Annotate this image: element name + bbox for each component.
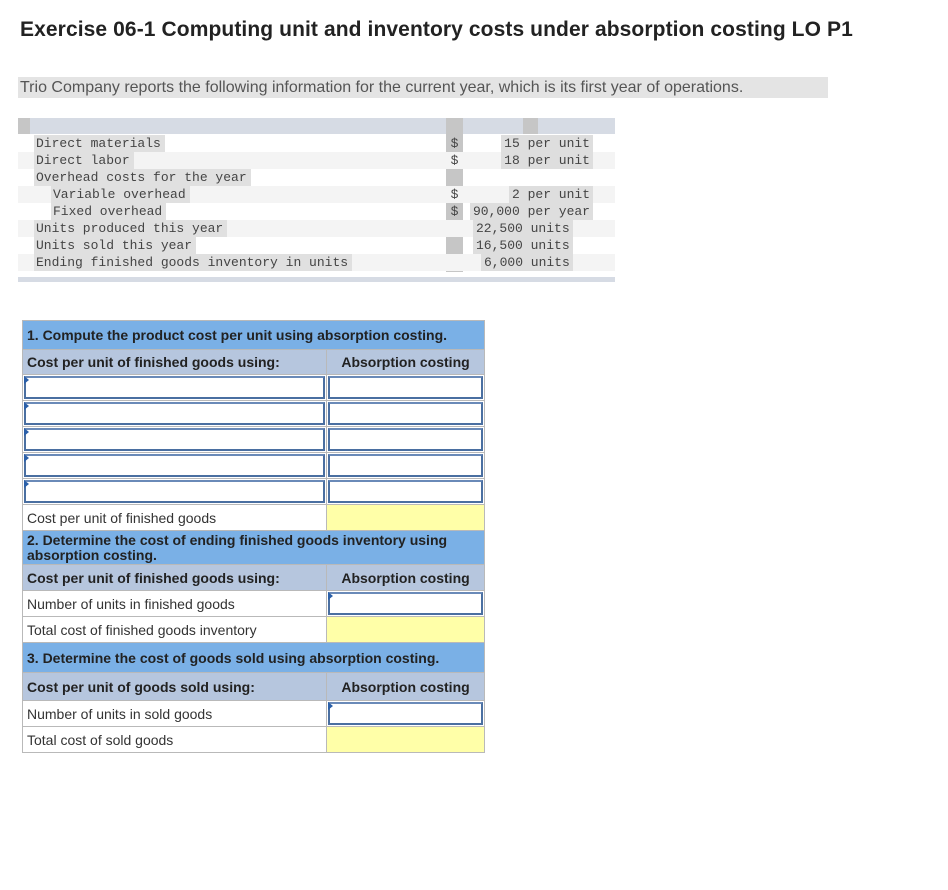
given-row-direct-materials: Direct materials $ 15 per unit [18,135,615,152]
answer-table [22,320,485,753]
part2-header: 2. Determine the cost of ending finished goods inventory using absorption costing. [23,531,485,565]
given-row-overhead-heading: Overhead costs for the year [18,169,615,186]
part1-row4-label-input[interactable] [23,453,327,479]
part2-col-method: Absorption costing [327,565,485,591]
dropdown-indicator-icon [24,376,29,384]
part1-row2-value-input[interactable] [327,401,485,427]
part1-total-label: Cost per unit of finished goods [23,505,327,531]
dropdown-indicator-icon [24,454,29,462]
intro-text: Trio Company reports the following information for the current year, which is its first year of operations. [18,77,828,98]
given-row-variable-overhead: Variable overhead $ 2 per unit [18,186,615,203]
part1-row5-label-input[interactable] [23,479,327,505]
part3-total-value [327,727,485,753]
given-data-table [18,118,615,284]
dropdown-indicator-icon [24,428,29,436]
part2-units-label: Number of units in finished goods [23,591,327,617]
part3-units-input[interactable] [327,701,485,727]
part3-units-label: Number of units in sold goods [23,701,327,727]
part2-units-input[interactable] [327,591,485,617]
part2-total-value [327,617,485,643]
given-row-fixed-overhead: Fixed overhead $ 90,000 per year [18,203,615,220]
dropdown-indicator-icon [328,702,333,710]
given-row-ending-inventory: Ending finished goods inventory in units 6,000 units [18,254,615,271]
part2-total-label: Total cost of finished goods inventory [23,617,327,643]
part1-row1-label-input[interactable] [23,375,327,401]
part3-total-label: Total cost of sold goods [23,727,327,753]
part1-header: 1. Compute the product cost per unit using absorption costing. [23,321,485,350]
part1-row4-value-input[interactable] [327,453,485,479]
part1-row5-value-input[interactable] [327,479,485,505]
given-row-units-sold: Units sold this year 16,500 units [18,237,615,254]
part1-col-label: Cost per unit of finished goods using: [23,350,327,375]
part1-row3-label-input[interactable] [23,427,327,453]
part1-row2-label-input[interactable] [23,401,327,427]
given-row-direct-labor: Direct labor $ 18 per unit [18,152,615,169]
given-row-units-produced: Units produced this year 22,500 units [18,220,615,237]
part2-col-label: Cost per unit of finished goods using: [23,565,327,591]
page-title: Exercise 06-1 Computing unit and inventory costs under absorption costing LO P1 [20,18,853,41]
part1-row3-value-input[interactable] [327,427,485,453]
part3-header: 3. Determine the cost of goods sold using absorption costing. [23,643,485,673]
dropdown-indicator-icon [24,402,29,410]
dropdown-indicator-icon [24,480,29,488]
part1-row1-value-input[interactable] [327,375,485,401]
part3-col-label: Cost per unit of goods sold using: [23,673,327,701]
part1-total-value [327,505,485,531]
part1-col-method: Absorption costing [327,350,485,375]
part3-col-method: Absorption costing [327,673,485,701]
dropdown-indicator-icon [328,592,333,600]
